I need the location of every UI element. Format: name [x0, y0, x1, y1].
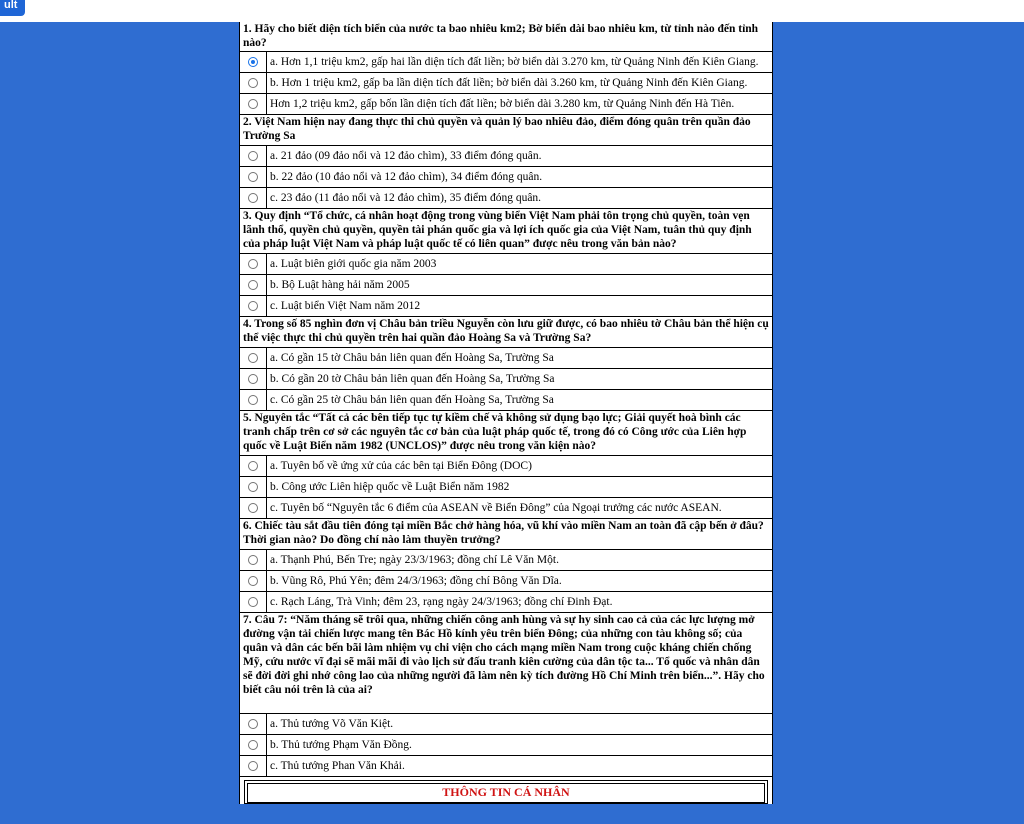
radio-cell: [240, 498, 267, 518]
answer-label: b. Có gần 20 tờ Châu bản liên quan đến Hoàng Sa, Trường Sa: [270, 373, 555, 385]
answer-option-row[interactable]: [240, 756, 772, 777]
answer-option-row[interactable]: [240, 167, 772, 188]
quiz-table: [239, 22, 773, 804]
answer-radio[interactable]: [248, 461, 258, 471]
radio-cell: [240, 94, 267, 114]
question-text: 2. Việt Nam hiện nay đang thực thi chủ quyền và quản lý bao nhiêu đảo, điểm đóng quân trên quần đảo Trường Sa: [240, 115, 772, 146]
answer-option-row[interactable]: [240, 254, 772, 275]
result-button[interactable]: ult: [0, 0, 25, 16]
radio-cell: [240, 167, 267, 187]
radio-cell: [240, 52, 267, 72]
answer-option-row[interactable]: [240, 188, 772, 209]
answer-label: c. Tuyên bố “Nguyên tắc 6 điểm của ASEAN về Biển Đông” của Ngoại trưởng các nước ASEAN.: [270, 502, 722, 514]
answer-radio[interactable]: [248, 576, 258, 586]
answer-radio[interactable]: [248, 597, 258, 607]
answer-option-row[interactable]: [240, 275, 772, 296]
answer-radio[interactable]: [248, 503, 258, 513]
answer-label: a. Tuyên bố về ứng xử của các bên tại Biển Đông (DOC): [270, 460, 532, 472]
answer-option-row[interactable]: [240, 146, 772, 167]
radio-cell: [240, 592, 267, 612]
answer-option-row[interactable]: [240, 498, 772, 519]
answer-label: c. 23 đảo (11 đảo nổi và 12 đảo chìm), 35 điểm đóng quân.: [270, 192, 542, 204]
answer-label: b. Vũng Rô, Phú Yên; đêm 24/3/1963; đồng chí Bông Văn Dĩa.: [270, 575, 562, 587]
answer-option-row[interactable]: [240, 296, 772, 317]
radio-cell: [240, 477, 267, 497]
answer-label: c. Rạch Láng, Trà Vinh; đêm 23, rạng ngày 24/3/1963; đồng chí Đinh Đạt.: [270, 596, 613, 608]
answer-label: a. Có gần 15 tờ Châu bản liên quan đến Hoàng Sa, Trường Sa: [270, 352, 554, 364]
answer-radio[interactable]: [248, 151, 258, 161]
radio-cell: [240, 390, 267, 410]
answer-radio[interactable]: [248, 555, 258, 565]
answer-option-row[interactable]: [240, 390, 772, 411]
answer-radio[interactable]: [248, 395, 258, 405]
question-text: 6. Chiếc tàu sắt đầu tiên đóng tại miền Bắc chở hàng hóa, vũ khí vào miền Nam an toàn đã cập bến ở đâu? Thời gian nào? Do đồng chí nào làm thuyền trưởng?: [240, 519, 772, 550]
answer-option-row[interactable]: [240, 550, 772, 571]
answer-option-row[interactable]: [240, 592, 772, 613]
radio-cell: [240, 275, 267, 295]
answer-label: a. Thủ tướng Võ Văn Kiệt.: [270, 718, 394, 730]
question-text: 4. Trong số 85 nghìn đơn vị Châu bản triều Nguyễn còn lưu giữ được, có bao nhiêu tờ Châu bản thể hiện cụ thể việc thực thi chủ quyền trên hai quần đảo Hoàng Sa và Trường Sa?: [240, 317, 772, 348]
question-text: 7. Câu 7: “Năm tháng sẽ trôi qua, những chiến công anh hùng và sự hy sinh cao cả của các lực lượng mở đường vận tải chiến lược mang tên Bác Hồ kính yêu trên biển Đông; của những con tàu không số; của quân và dân các bến bãi làm nhiệm vụ chi viện cho cách mạng miền Nam trong cuộc kháng chiến chống Mỹ, cứu nước vĩ đại sẽ mãi mãi đi vào lịch sử đấu tranh kiên cường của dân tộc ta... Tổ quốc và nhân dân sẽ đời đời ghi nhớ công lao của những người đã làm nên kỳ tích đường Hồ Chí Minh trên biển...”. Hãy cho biết câu nói trên là của ai?: [240, 613, 772, 714]
answer-label: c. Có gần 25 tờ Châu bản liên quan đến Hoàng Sa, Trường Sa: [270, 394, 554, 406]
answer-radio[interactable]: [248, 259, 258, 269]
answer-radio[interactable]: [248, 719, 258, 729]
radio-cell: [240, 348, 267, 368]
answer-option-row[interactable]: [240, 369, 772, 390]
answer-option-row[interactable]: [240, 348, 772, 369]
answer-option-row[interactable]: [240, 735, 772, 756]
question-text: 5. Nguyên tắc “Tất cả các bên tiếp tục tự kiềm chế và không sử dụng bạo lực; Giải quyết hoà bình các tranh chấp trên cơ sở các nguyên tắc cơ bản của luật pháp quốc tế, trong đó có Công ước của Liên hợp quốc về Luật Biển năm 1982 (UNCLOS)” được nêu trong văn kiện nào?: [240, 411, 772, 456]
answer-option-row[interactable]: [240, 714, 772, 735]
answer-radio[interactable]: [248, 280, 258, 290]
answer-option-row[interactable]: [240, 73, 772, 94]
answer-label: b. Hơn 1 triệu km2, gấp ba lần diện tích đất liền; bờ biển dài 3.260 km, từ Quảng Ninh đến Kiên Giang.: [270, 77, 748, 89]
radio-cell: [240, 146, 267, 166]
personal-info-box: [244, 780, 768, 804]
answer-label: c. Thủ tướng Phan Văn Khải.: [270, 760, 405, 772]
radio-cell: [240, 456, 267, 476]
answer-radio[interactable]: [248, 193, 258, 203]
answer-radio[interactable]: [248, 57, 258, 67]
radio-cell: [240, 756, 267, 776]
answer-label: a. Hơn 1,1 triệu km2, gấp hai lần diện tích đất liền; bờ biển dài 3.270 km, từ Quảng Ninh đến Kiên Giang.: [270, 56, 759, 68]
radio-cell: [240, 735, 267, 755]
answer-label: a. Thạnh Phú, Bến Tre; ngày 23/3/1963; đồng chí Lê Văn Một.: [270, 554, 559, 566]
answer-radio[interactable]: [248, 78, 258, 88]
answer-option-row[interactable]: [240, 477, 772, 498]
answer-option-row[interactable]: [240, 52, 772, 73]
answer-label: b. Bộ Luật hàng hải năm 2005: [270, 279, 410, 291]
answer-label: Hơn 1,2 triệu km2, gấp bốn lần diện tích đất liền; bờ biển dài 3.280 km, từ Quảng Ninh đến Hà Tiên.: [270, 98, 735, 110]
answer-option-row[interactable]: [240, 456, 772, 477]
question-text: 3. Quy định “Tổ chức, cá nhân hoạt động trong vùng biển Việt Nam phải tôn trọng chủ quyền, toàn vẹn lãnh thổ, quyền chủ quyền, quyền tài phán quốc gia và lợi ích quốc gia của Việt Nam, tuân thủ quy định của pháp luật Việt Nam và pháp luật quốc tế có liên quan” được nêu trong văn bản nào?: [240, 209, 772, 254]
answer-radio[interactable]: [248, 353, 258, 363]
personal-info-title: THÔNG TIN CÁ NHÂN: [247, 783, 765, 803]
answer-radio[interactable]: [248, 761, 258, 771]
answer-radio[interactable]: [248, 374, 258, 384]
answer-label: c. Luật biển Việt Nam năm 2012: [270, 300, 421, 312]
answer-radio[interactable]: [248, 740, 258, 750]
answer-radio[interactable]: [248, 482, 258, 492]
answer-radio[interactable]: [248, 301, 258, 311]
answer-label: a. 21 đảo (09 đảo nổi và 12 đảo chìm), 33 điểm đóng quân.: [270, 150, 542, 162]
answer-option-row[interactable]: [240, 571, 772, 592]
top-bar: [0, 0, 1024, 22]
answer-radio[interactable]: [248, 172, 258, 182]
radio-cell: [240, 188, 267, 208]
answer-radio[interactable]: [248, 99, 258, 109]
answer-label: b. 22 đảo (10 đảo nổi và 12 đảo chìm), 34 điểm đóng quân.: [270, 171, 543, 183]
answer-option-row[interactable]: [240, 94, 772, 115]
radio-cell: [240, 296, 267, 316]
radio-cell: [240, 550, 267, 570]
radio-cell: [240, 571, 267, 591]
answer-label: b. Thủ tướng Phạm Văn Đồng.: [270, 739, 412, 751]
radio-cell: [240, 714, 267, 734]
answer-label: a. Luật biên giới quốc gia năm 2003: [270, 258, 437, 270]
answer-label: b. Công ước Liên hiệp quốc về Luật Biển năm 1982: [270, 481, 510, 493]
question-text: 1. Hãy cho biết diện tích biển của nước ta bao nhiêu km2; Bờ biển dài bao nhiêu km, từ tỉnh nào đến tỉnh nào?: [240, 22, 772, 52]
radio-cell: [240, 73, 267, 93]
radio-cell: [240, 369, 267, 389]
radio-cell: [240, 254, 267, 274]
